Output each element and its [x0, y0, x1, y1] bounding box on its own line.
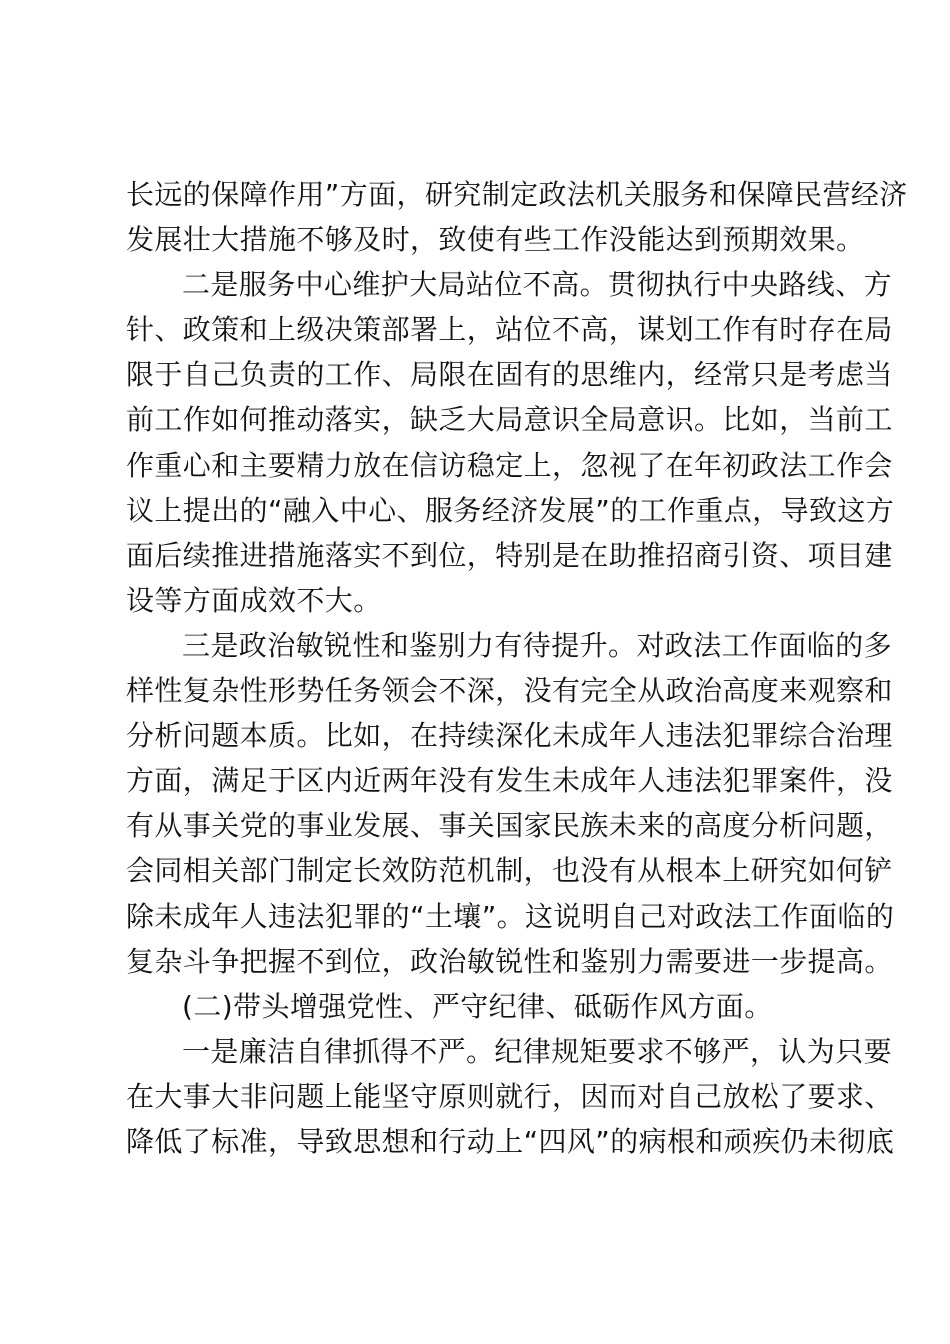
text-line: 发展壮大措施不够及时，致使有些工作没能达到预期效果。: [126, 223, 865, 257]
text-line: (二)带头增强党性、严守纪律、砥砺作风方面。: [182, 989, 773, 1023]
text-line: 分析问题本质。比如，在持续深化未成年人违法犯罪综合治理: [126, 719, 893, 753]
text-line: 面后续推进措施落实不到位，特别是在助推招商引资、项目建: [126, 538, 893, 572]
text-line: 限于自己负责的工作、局限在固有的思维内，经常只是考虑当: [126, 358, 893, 392]
text-line: 前工作如何推动落实，缺乏大局意识全局意识。比如，当前工: [126, 403, 893, 437]
text-line: 在大事大非问题上能坚守原则就行，因而对自己放松了要求、: [126, 1079, 893, 1113]
text-line: 样性复杂性形势任务领会不深，没有完全从政治高度来观察和: [126, 674, 893, 708]
text-line: 二是服务中心维护大局站位不高。贯彻执行中央路线、方: [182, 268, 893, 302]
text-line: 三是政治敏锐性和鉴别力有待提升。对政法工作面临的多: [182, 628, 893, 662]
text-line: 除未成年人违法犯罪的“土壤”。这说明自己对政法工作面临的: [126, 899, 895, 933]
text-line: 有从事关党的事业发展、事关国家民族未来的高度分析问题，: [126, 809, 893, 843]
text-line: 方面，满足于区内近两年没有发生未成年人违法犯罪案件，没: [126, 764, 893, 798]
text-line: 作重心和主要精力放在信访稳定上，忽视了在年初政法工作会: [126, 448, 893, 482]
text-line: 议上提出的“融入中心、服务经济发展”的工作重点，导致这方: [126, 493, 895, 527]
text-line: 长远的保障作用”方面，研究制定政法机关服务和保障民营经济: [126, 178, 908, 211]
text-line: 复杂斗争把握不到位，政治敏锐性和鉴别力需要进一步提高。: [126, 944, 893, 978]
text-line: 针、政策和上级决策部署上，站位不高，谋划工作有时存在局: [126, 313, 893, 347]
text-line: 会同相关部门制定长效防范机制，也没有从根本上研究如何铲: [126, 854, 893, 888]
text-line: 设等方面成效不大。: [126, 583, 382, 617]
body-text: [126, 172, 908, 1164]
text-line: 降低了标准，导致思想和行动上“四风”的病根和顽疾仍未彻底: [126, 1124, 895, 1158]
text-line: 一是廉洁自律抓得不严。纪律规矩要求不够严，认为只要: [182, 1034, 893, 1068]
